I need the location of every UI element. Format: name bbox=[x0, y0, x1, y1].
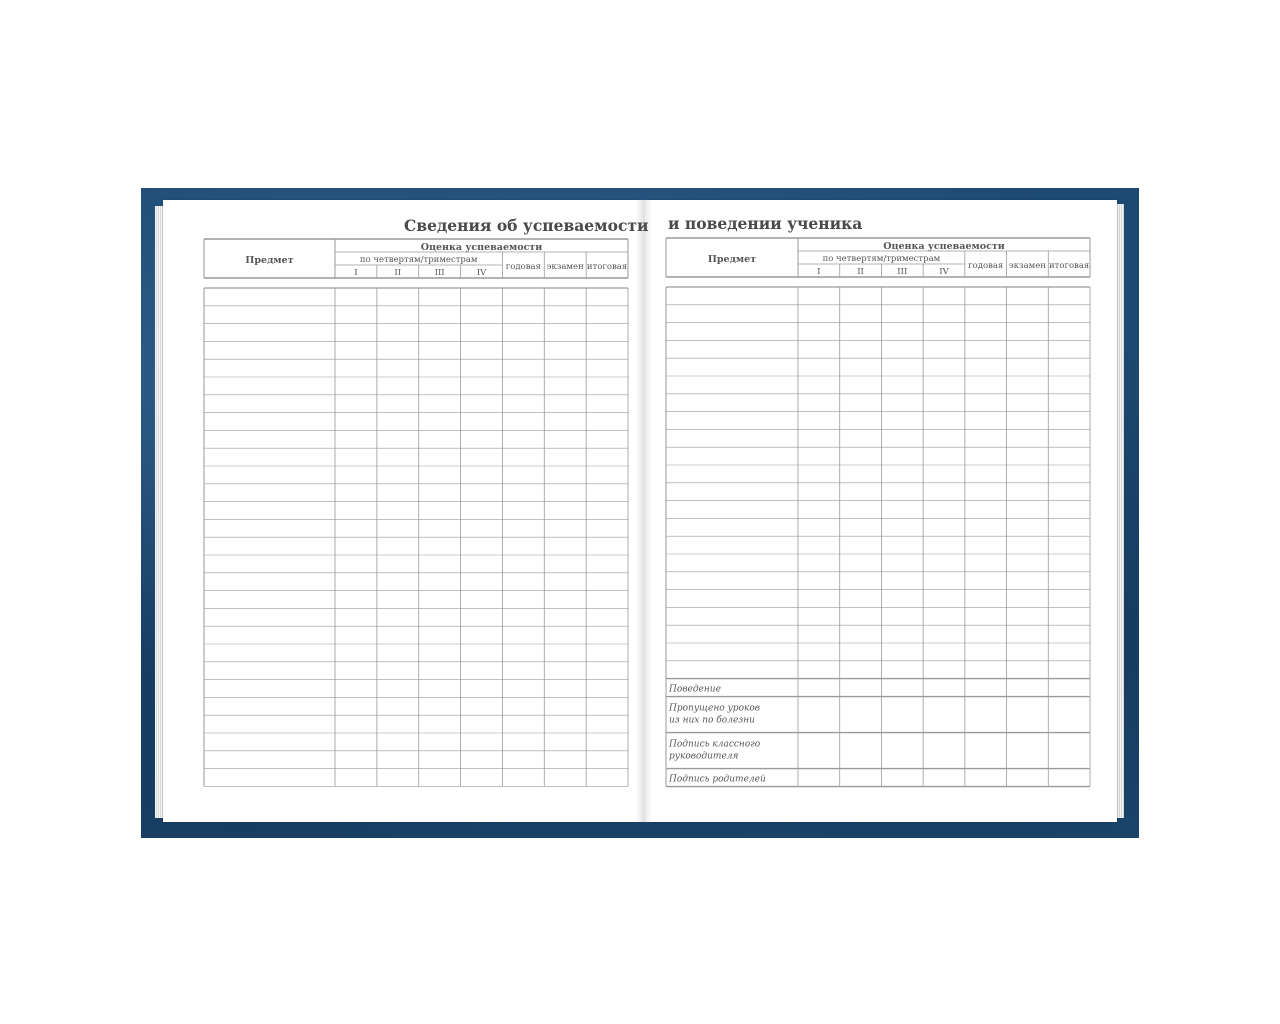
left-quarter-3: III bbox=[434, 268, 445, 278]
left-annual-header: годовая bbox=[505, 262, 541, 272]
left-quarter-2: II bbox=[394, 268, 402, 278]
right-page-title: и поведении ученика bbox=[668, 214, 863, 233]
right-quarters-label: по четвертям/триместрам bbox=[822, 254, 941, 264]
right-annual-header: годовая bbox=[968, 261, 1004, 271]
right-footer-label: Пропущено уроков bbox=[669, 703, 761, 714]
right-quarter-3: III bbox=[897, 267, 908, 277]
right-footer-label: Подпись классного bbox=[669, 739, 761, 750]
left-subject-header: Предмет bbox=[245, 255, 294, 266]
left-quarters-label: по четвертям/триместрам bbox=[359, 255, 478, 265]
left-quarter-1: I bbox=[354, 268, 358, 278]
right-quarter-2: II bbox=[857, 267, 864, 277]
left-grade-group-header: Оценка успеваемости bbox=[420, 242, 543, 253]
right-subject-header: Предмет bbox=[707, 254, 757, 265]
right-final-header: итоговая bbox=[1049, 261, 1090, 271]
right-footer-label: Подпись родителей bbox=[669, 774, 766, 785]
right-footer-label: Поведение bbox=[669, 684, 721, 695]
right-footer-label: руководителя bbox=[669, 751, 739, 762]
left-exam-header: экзамен bbox=[546, 262, 584, 272]
right-grade-group-header: Оценка успеваемости bbox=[883, 241, 1005, 252]
right-quarter-4: IV bbox=[939, 267, 949, 277]
left-quarter-4: IV bbox=[476, 268, 487, 278]
left-page-title: Сведения об успеваемости bbox=[404, 216, 649, 235]
right-exam-header: экзамен bbox=[1008, 261, 1046, 271]
right-quarter-1: I bbox=[817, 267, 821, 277]
right-footer-label: из них по болезни bbox=[669, 715, 755, 726]
left-final-header: итоговая bbox=[586, 262, 628, 272]
